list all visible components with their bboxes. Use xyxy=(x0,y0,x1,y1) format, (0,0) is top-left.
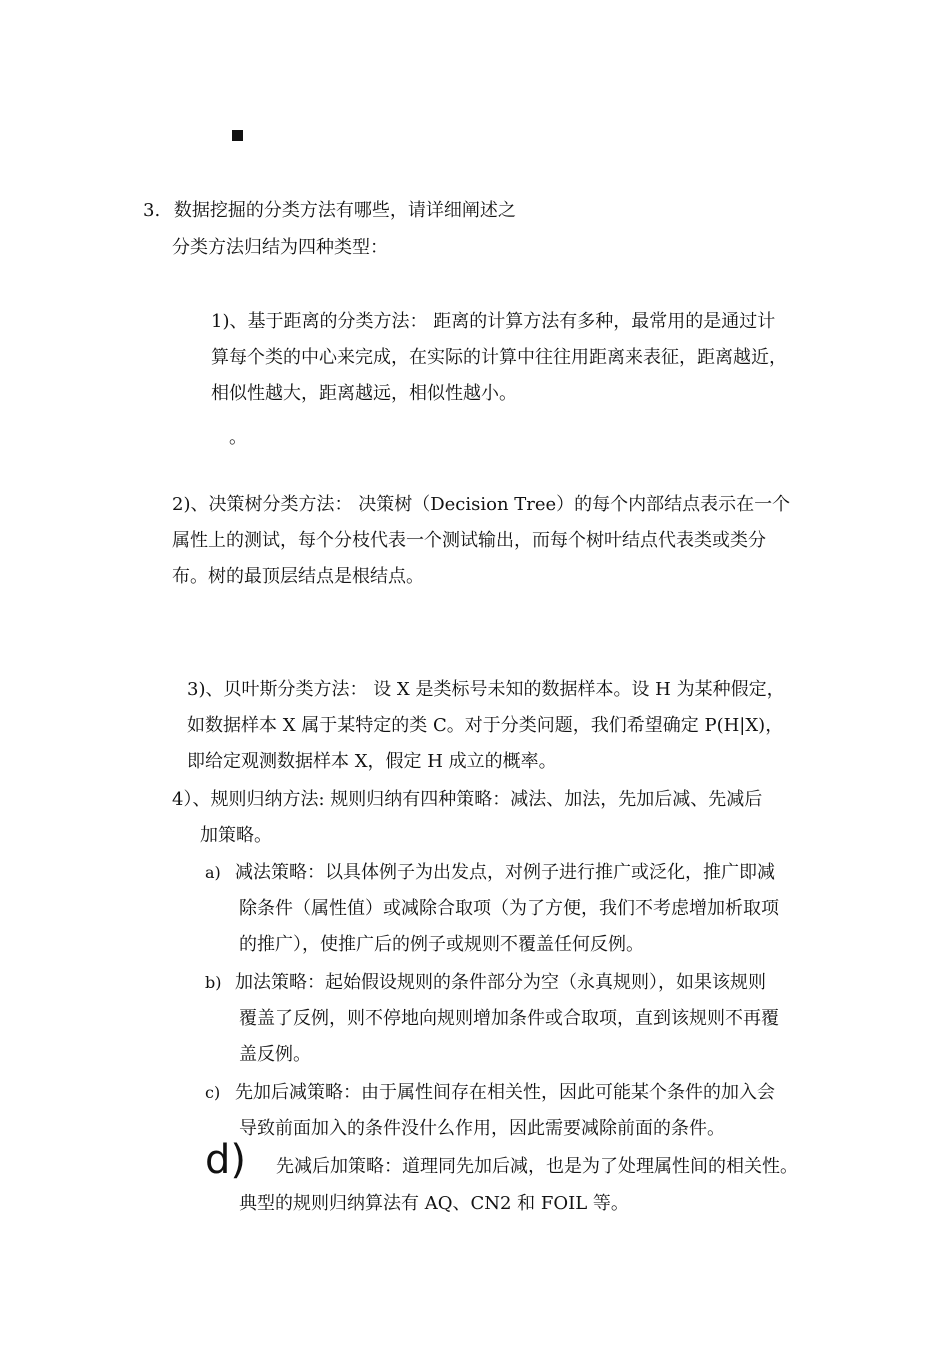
method-1-line: 1)、基于距离的分类方法： 距离的计算方法有多种，最常用的是通过计 xyxy=(211,311,776,332)
strategy-a-line: 除条件（属性值）或减除合取项（为了方便，我们不考虑增加析取项 xyxy=(239,898,779,919)
method-4-intro xyxy=(172,782,762,854)
method-2-line: 2)、决策树分类方法： 决策树（Decision Tree）的每个内部结点表示在一个 xyxy=(172,494,791,515)
black-square-bullet-icon xyxy=(232,130,243,141)
method-1-line: 算每个类的中心来完成，在实际的计算中往往用距离来表征，距离越近， xyxy=(211,347,787,368)
strategy-d-line: 典型的规则归纳算法有 AQ、CN2 和 FOIL 等。 xyxy=(239,1193,629,1214)
strategy-b-marker: b) xyxy=(205,973,222,992)
strategy-b-line: 覆盖了反例，则不停地向规则增加条件或合取项，直到该规则不再覆 xyxy=(239,1008,779,1029)
strategy-c-line: 先加后减策略：由于属性间存在相关性，因此可能某个条件的加入会 xyxy=(235,1082,775,1103)
method-1-tail-mark: 。 xyxy=(229,427,247,448)
method-2-line: 属性上的测试，每个分枝代表一个测试输出，而每个树叶结点代表类或类分 xyxy=(172,530,766,551)
strategy-b-line: 盖反例。 xyxy=(239,1044,311,1065)
method-1-paragraph xyxy=(211,304,787,412)
strategy-c-marker: c) xyxy=(205,1083,221,1102)
method-3-line: 如数据样本 X 属于某特定的类 C。对于分类问题，我们希望确定 P(H|X)， xyxy=(187,715,784,736)
method-3-line: 3)、贝叶斯分类方法： 设 X 是类标号未知的数据样本。设 H 为某种假定， xyxy=(187,679,785,700)
strategy-a xyxy=(205,855,779,963)
strategy-b xyxy=(205,965,779,1073)
question-summary: 分类方法归结为四种类型： xyxy=(172,237,388,258)
method-4-line: 加策略。 xyxy=(200,825,272,846)
method-3-paragraph xyxy=(187,672,785,780)
strategy-d-marker: d) xyxy=(205,1137,246,1183)
method-1-line: 相似性越大，距离越远，相似性越小。 xyxy=(211,383,517,404)
method-4-line: 4）、规则归纳方法: 规则归纳有四种策略：减法、加法，先加后减、先减后 xyxy=(172,789,763,810)
strategy-b-line: 加法策略：起始假设规则的条件部分为空（永真规则），如果该规则 xyxy=(235,972,766,993)
question-text: 数据挖掘的分类方法有哪些，请详细阐述之 xyxy=(173,200,516,221)
method-2-line: 布。树的最顶层结点是根结点。 xyxy=(172,566,424,587)
strategy-a-line: 减法策略：以具体例子为出发点，对例子进行推广或泛化，推广即减 xyxy=(235,862,775,883)
strategy-d-line: 先减后加策略：道理同先加后减，也是为了处理属性间的相关性。 xyxy=(276,1156,798,1177)
strategy-c xyxy=(205,1075,775,1147)
strategy-a-line: 的推广），使推广后的例子或规则不覆盖任何反例。 xyxy=(239,934,644,955)
strategy-c-line: 导致前面加入的条件没什么作用，因此需要减除前面的条件。 xyxy=(239,1118,725,1139)
method-2-paragraph xyxy=(172,487,790,595)
question-number: 3. xyxy=(143,200,161,221)
method-3-line: 即给定观测数据样本 X，假定 H 成立的概率。 xyxy=(187,751,557,772)
question-3-title xyxy=(143,193,516,229)
strategy-a-marker: a) xyxy=(205,863,221,882)
